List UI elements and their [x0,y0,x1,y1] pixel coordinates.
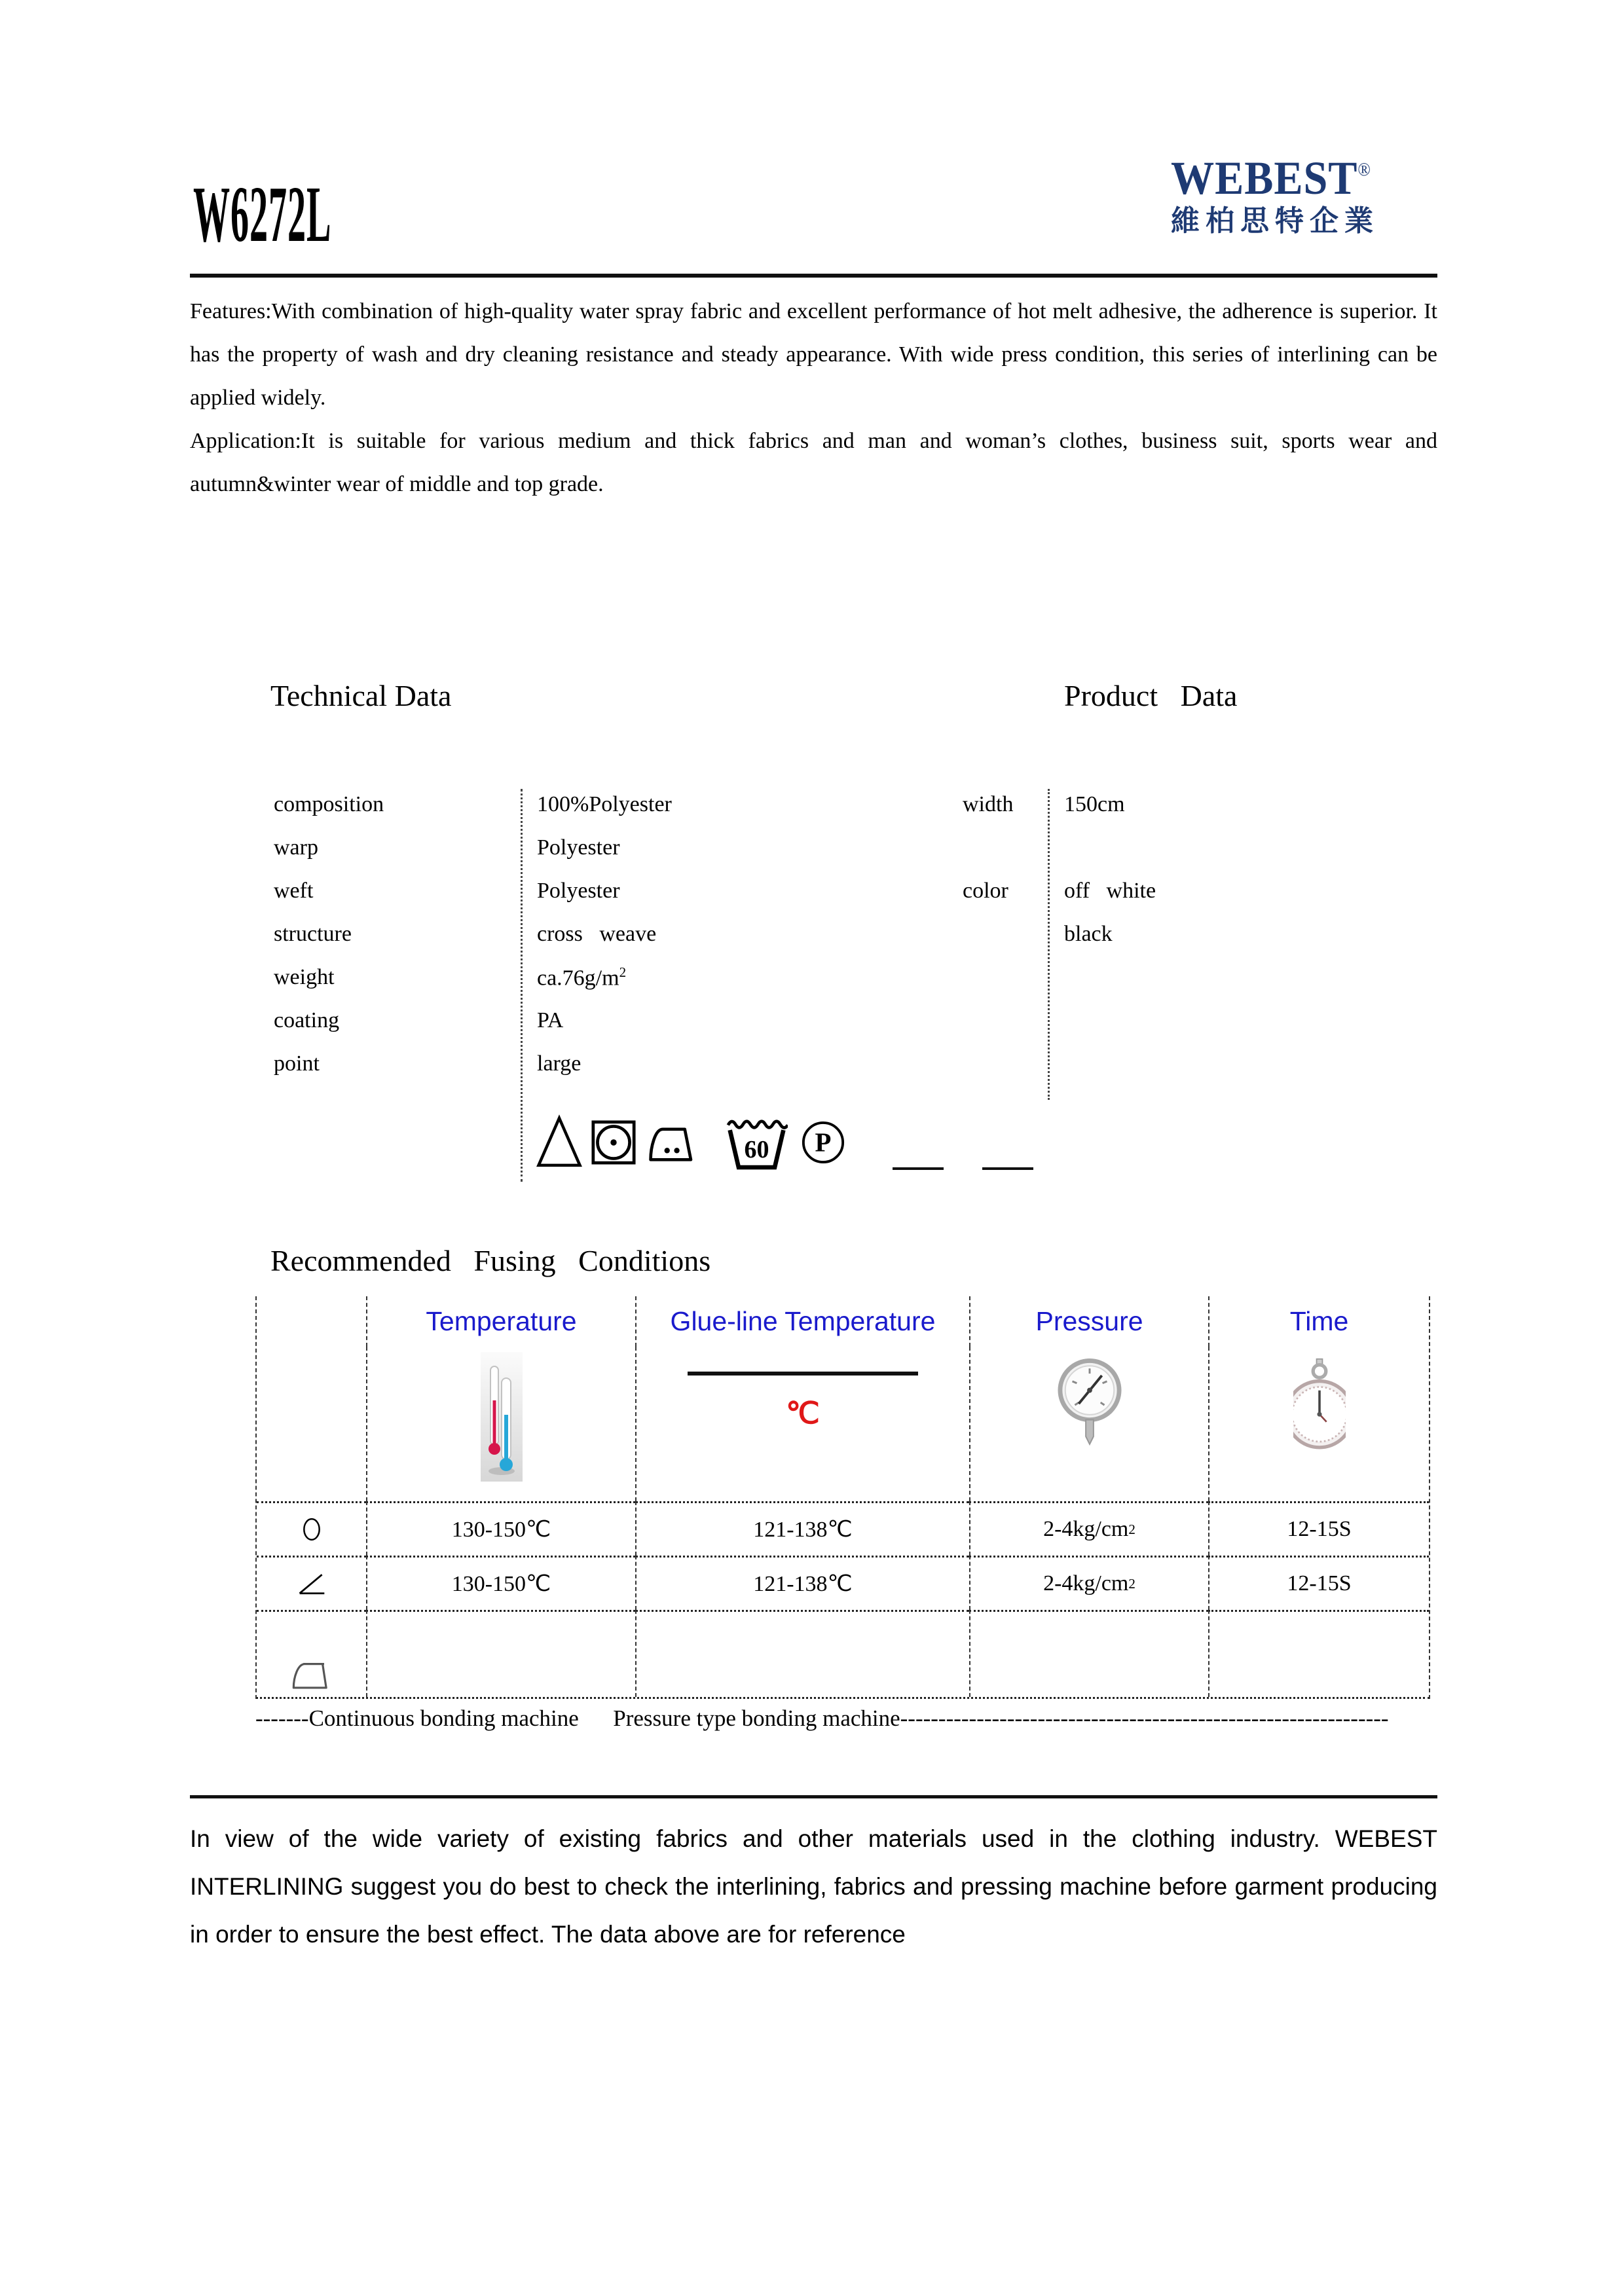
row-label: composition [274,792,384,816]
row-value: large [537,1051,581,1076]
pressure-gauge-icon [969,1347,1208,1501]
table-row [274,869,1033,913]
product-data-heading: Product Data [1064,679,1238,712]
row-label: weft [274,879,314,903]
pressure-value [969,1556,1208,1610]
row-label: coating [274,1008,340,1032]
pressure-text: 2-4kg/cm [1043,1571,1129,1595]
technical-data-heading: Technical Data [270,679,452,712]
registered-mark-icon: ® [1357,160,1371,180]
technical-data-table [274,783,1033,1085]
blank-line-icon [893,1167,944,1170]
temperature-column-header: Temperature [366,1296,635,1347]
glue-line-rule [688,1372,918,1376]
empty-cell [969,1610,1208,1697]
row-label: weight [274,965,335,989]
intro-text [190,290,1437,506]
empty-cell [366,1610,635,1697]
weight-superscript: 2 [619,964,627,980]
table-row [274,783,1033,826]
symbol-column-header [257,1296,366,1347]
pressure-text: 2-4kg/cm [1043,1517,1129,1541]
thermometer-icon [366,1347,635,1501]
features-paragraph: Features:With combination of high-quality water spray fabric and excellent performance of hot melt adhesive, the adherence is superior. It has the property of wash and dry cleaning resistance and steady appearance. With wide press condition, this series of interlining can be applied widely. [190,299,1437,410]
row-value [537,964,626,991]
pressure-superscript: 2 [1128,1575,1135,1592]
row-value: 150cm [1064,792,1125,816]
fusing-conditions-heading: Recommended Fusing Conditions [270,1244,711,1277]
empty-cell [635,1610,969,1697]
row-value: Polyester [537,879,620,903]
pressure-column-header: Pressure [969,1296,1208,1347]
stopwatch-icon [1208,1347,1429,1501]
tumble-dry-icon [591,1120,636,1168]
fusing-conditions-table [255,1296,1430,1699]
row-value: cross weave [537,922,657,946]
table-row [274,826,1033,869]
glue-line-indicator [635,1347,969,1501]
pressure-value [969,1501,1208,1556]
pressure-superscript: 2 [1128,1521,1135,1537]
iron-two-dots-icon [647,1125,699,1168]
bleach-triangle-icon [536,1113,583,1173]
company-logo [1171,145,1452,238]
table-row [274,956,1033,999]
table-row [274,999,1033,1042]
empty-cell [1208,1610,1429,1697]
temperature-value: 130-150℃ [366,1501,635,1556]
celsius-symbol: ℃ [786,1396,820,1430]
row-label: width [963,792,1014,816]
table-row [963,869,1421,913]
glue-line-value: 121-138℃ [635,1501,969,1556]
page-title: W6272L [193,170,332,259]
product-data-table [963,783,1421,956]
weight-value: ca.76g/m [537,966,619,991]
table-row [274,1042,1033,1085]
application-paragraph: Application:It is suitable for various medium and thick fabrics and man and woman’s clothes, business suit, sports wear and autumn&winter wear of middle and top grade. [190,429,1437,496]
table-row [963,783,1421,826]
disclaimer-paragraph: In view of the wide variety of existing fabrics and other materials used in the clothing industry. WEBEST INTERLINING suggest you do best to check the interlining, fabrics and pressing machine before garment producing in order to ensure the best effect. The data above are for reference [190,1825,1437,1948]
logo-name: WEBEST [1171,152,1358,204]
glue-line-value: 121-138℃ [635,1556,969,1610]
logo-chinese-name: 維柏思特企業 [1171,205,1379,237]
row-value: off white [1064,879,1156,903]
temperature-value: 130-150℃ [366,1556,635,1610]
circle-symbol-icon [257,1501,366,1556]
blank-line-icon [982,1167,1033,1170]
angle-symbol-icon [257,1556,366,1610]
svg-text:P: P [815,1127,832,1157]
time-value: 12-15S [1208,1556,1429,1610]
row-label: point [274,1051,320,1076]
wash-temp-label: 60 [744,1135,769,1163]
icons-row-spacer [257,1347,366,1501]
time-column-header: Time [1208,1296,1429,1347]
row-value: 100%Polyester [537,792,672,816]
glue-line-column-header: Glue-line Temperature [635,1296,969,1347]
dry-clean-p-icon [801,1120,845,1168]
time-value: 12-15S [1208,1501,1429,1556]
logo-wordmark [1171,145,1430,203]
wash-60-icon [726,1115,788,1176]
row-label: warp [274,835,318,860]
row-label: structure [274,922,352,946]
table-row [963,913,1421,956]
bonding-machine-note: -------Continuous bonding machine Pressure type bonding machine---------------------------------------------------------------- [255,1705,1389,1731]
row-value: black [1064,922,1113,946]
row-value: Polyester [537,835,620,860]
table-row [963,826,1421,869]
row-value: PA [537,1008,564,1032]
footer-divider [190,1795,1437,1798]
iron-symbol-icon [257,1610,366,1697]
header-divider [190,274,1437,278]
table-row [274,913,1033,956]
row-label: color [963,879,1008,903]
